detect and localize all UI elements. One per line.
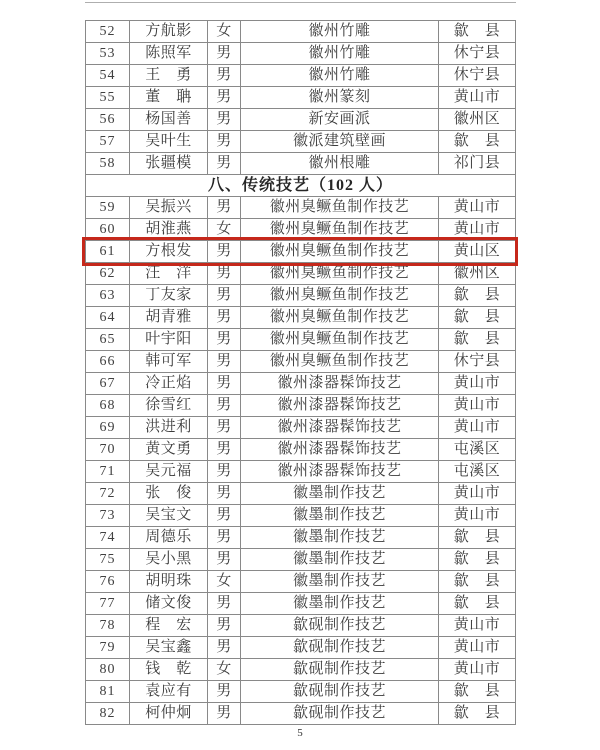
table-row — [86, 109, 516, 131]
cell-name: 黄文勇 — [130, 439, 208, 461]
cell-craft: 徽州臭鳜鱼制作技艺 — [241, 241, 439, 263]
cell-gender: 女 — [208, 659, 241, 681]
cell-no: 65 — [86, 329, 130, 351]
cell-craft: 歙砚制作技艺 — [241, 659, 439, 681]
cell-name: 胡淮燕 — [130, 219, 208, 241]
cell-name: 叶宇阳 — [130, 329, 208, 351]
cell-place: 徽州区 — [439, 263, 516, 285]
cell-name: 吴宝文 — [130, 505, 208, 527]
cell-no: 64 — [86, 307, 130, 329]
cell-place: 歙 县 — [439, 549, 516, 571]
table-row — [86, 43, 516, 65]
cell-gender: 男 — [208, 131, 241, 153]
cell-craft: 徽州漆器髹饰技艺 — [241, 461, 439, 483]
cell-craft: 徽州竹雕 — [241, 65, 439, 87]
cell-gender: 女 — [208, 571, 241, 593]
cell-place: 祁门县 — [439, 153, 516, 175]
cell-gender: 男 — [208, 153, 241, 175]
table-row — [86, 131, 516, 153]
table-row — [86, 65, 516, 87]
section-header-label: 八、传统技艺（102 人） — [86, 175, 516, 197]
table-row — [86, 329, 516, 351]
cell-name: 冷正焰 — [130, 373, 208, 395]
cell-place: 休宁县 — [439, 43, 516, 65]
cell-no: 71 — [86, 461, 130, 483]
cell-place: 黄山市 — [439, 373, 516, 395]
cell-no: 56 — [86, 109, 130, 131]
cell-craft: 徽州臭鳜鱼制作技艺 — [241, 307, 439, 329]
cell-gender: 男 — [208, 285, 241, 307]
section-header-row — [86, 175, 516, 197]
cell-place: 黄山市 — [439, 637, 516, 659]
cell-place: 黄山市 — [439, 615, 516, 637]
cell-gender: 男 — [208, 329, 241, 351]
cell-craft: 徽墨制作技艺 — [241, 527, 439, 549]
cell-place: 屯溪区 — [439, 439, 516, 461]
cell-place: 歙 县 — [439, 681, 516, 703]
cell-name: 汪 洋 — [130, 263, 208, 285]
cell-craft: 徽州竹雕 — [241, 21, 439, 43]
table-row — [86, 417, 516, 439]
cell-gender: 男 — [208, 461, 241, 483]
cell-place: 歙 县 — [439, 703, 516, 725]
table-row — [86, 637, 516, 659]
cell-craft: 徽州臭鳜鱼制作技艺 — [241, 351, 439, 373]
cell-craft: 歙砚制作技艺 — [241, 681, 439, 703]
cell-name: 方根发 — [130, 241, 208, 263]
table-row — [86, 197, 516, 219]
page-number: 5 — [297, 727, 303, 739]
cell-craft: 徽州漆器髹饰技艺 — [241, 439, 439, 461]
cell-name: 吴振兴 — [130, 197, 208, 219]
cell-place: 歙 县 — [439, 571, 516, 593]
cell-gender: 男 — [208, 263, 241, 285]
cell-place: 黄山市 — [439, 395, 516, 417]
cell-name: 吴叶生 — [130, 131, 208, 153]
cell-no: 73 — [86, 505, 130, 527]
cell-no: 79 — [86, 637, 130, 659]
cell-no: 55 — [86, 87, 130, 109]
cell-gender: 男 — [208, 439, 241, 461]
cell-no: 70 — [86, 439, 130, 461]
cell-craft: 徽墨制作技艺 — [241, 505, 439, 527]
table-row — [86, 505, 516, 527]
cell-name: 袁应有 — [130, 681, 208, 703]
cell-gender: 男 — [208, 351, 241, 373]
cell-no: 67 — [86, 373, 130, 395]
cell-craft: 徽墨制作技艺 — [241, 483, 439, 505]
cell-no: 66 — [86, 351, 130, 373]
cell-craft: 徽州臭鳜鱼制作技艺 — [241, 219, 439, 241]
table-row — [86, 483, 516, 505]
cell-place: 黄山市 — [439, 659, 516, 681]
table-row — [86, 21, 516, 43]
table-row — [86, 571, 516, 593]
cell-no: 54 — [86, 65, 130, 87]
table-row — [86, 351, 516, 373]
cell-name: 杨国善 — [130, 109, 208, 131]
cell-place: 歙 县 — [439, 329, 516, 351]
cell-place: 屯溪区 — [439, 461, 516, 483]
cell-no: 77 — [86, 593, 130, 615]
cell-name: 柯仲炯 — [130, 703, 208, 725]
cell-craft: 徽州漆器髹饰技艺 — [241, 373, 439, 395]
cell-place: 黄山市 — [439, 417, 516, 439]
cell-gender: 男 — [208, 637, 241, 659]
cell-name: 方航影 — [130, 21, 208, 43]
table-row — [86, 703, 516, 725]
cell-gender: 男 — [208, 703, 241, 725]
cell-no: 72 — [86, 483, 130, 505]
cell-no: 61 — [86, 241, 130, 263]
cell-gender: 男 — [208, 505, 241, 527]
cell-gender: 男 — [208, 593, 241, 615]
cell-name: 吴元福 — [130, 461, 208, 483]
cell-name: 丁友家 — [130, 285, 208, 307]
cell-place: 歙 县 — [439, 131, 516, 153]
cell-no: 76 — [86, 571, 130, 593]
cell-craft: 徽州漆器髹饰技艺 — [241, 417, 439, 439]
table-row — [86, 153, 516, 175]
cell-name: 韩可军 — [130, 351, 208, 373]
cell-place: 休宁县 — [439, 65, 516, 87]
cell-name: 王 勇 — [130, 65, 208, 87]
cell-no: 59 — [86, 197, 130, 219]
cell-name: 程 宏 — [130, 615, 208, 637]
cell-name: 张疆模 — [130, 153, 208, 175]
table-row — [86, 681, 516, 703]
cell-no: 74 — [86, 527, 130, 549]
cell-name: 钱 乾 — [130, 659, 208, 681]
table-row — [86, 285, 516, 307]
cell-no: 82 — [86, 703, 130, 725]
cell-name: 陈照军 — [130, 43, 208, 65]
cell-no: 75 — [86, 549, 130, 571]
cell-gender: 男 — [208, 483, 241, 505]
cell-craft: 徽州臭鳜鱼制作技艺 — [241, 263, 439, 285]
cell-no: 58 — [86, 153, 130, 175]
table-row — [86, 549, 516, 571]
cell-gender: 男 — [208, 527, 241, 549]
table-row — [86, 241, 516, 263]
cell-gender: 女 — [208, 21, 241, 43]
cell-craft: 徽州篆刻 — [241, 87, 439, 109]
cell-name: 储文俊 — [130, 593, 208, 615]
cell-craft: 徽州臭鳜鱼制作技艺 — [241, 285, 439, 307]
cell-place: 休宁县 — [439, 351, 516, 373]
cell-craft: 徽州根雕 — [241, 153, 439, 175]
table-row — [86, 615, 516, 637]
cell-craft: 新安画派 — [241, 109, 439, 131]
cell-craft: 徽墨制作技艺 — [241, 549, 439, 571]
cell-no: 62 — [86, 263, 130, 285]
cell-name: 洪进利 — [130, 417, 208, 439]
cell-place: 歙 县 — [439, 593, 516, 615]
cell-craft: 徽州竹雕 — [241, 43, 439, 65]
cell-craft: 徽墨制作技艺 — [241, 593, 439, 615]
cell-gender: 男 — [208, 65, 241, 87]
cell-name: 胡明珠 — [130, 571, 208, 593]
cell-craft: 徽州臭鳜鱼制作技艺 — [241, 197, 439, 219]
table-row — [86, 307, 516, 329]
cell-place: 歙 县 — [439, 21, 516, 43]
cell-place: 黄山市 — [439, 219, 516, 241]
cell-name: 胡青雅 — [130, 307, 208, 329]
cell-no: 80 — [86, 659, 130, 681]
table-row — [86, 439, 516, 461]
cell-name: 周德乐 — [130, 527, 208, 549]
table-row — [86, 373, 516, 395]
inheritors-table — [85, 20, 516, 725]
cell-no: 63 — [86, 285, 130, 307]
cell-craft: 徽州臭鳜鱼制作技艺 — [241, 329, 439, 351]
cell-gender: 男 — [208, 307, 241, 329]
cell-gender: 男 — [208, 395, 241, 417]
cell-no: 52 — [86, 21, 130, 43]
cell-no: 78 — [86, 615, 130, 637]
cell-place: 黄山市 — [439, 483, 516, 505]
cell-place: 歙 县 — [439, 307, 516, 329]
cell-craft: 徽墨制作技艺 — [241, 571, 439, 593]
cell-gender: 男 — [208, 87, 241, 109]
cell-gender: 男 — [208, 43, 241, 65]
cell-place: 歙 县 — [439, 285, 516, 307]
cell-craft: 徽派建筑壁画 — [241, 131, 439, 153]
cell-no: 81 — [86, 681, 130, 703]
cell-gender: 男 — [208, 241, 241, 263]
table-cutoff-border — [85, 2, 516, 3]
cell-place: 黄山市 — [439, 505, 516, 527]
cell-craft: 徽州漆器髹饰技艺 — [241, 395, 439, 417]
cell-name: 徐雪红 — [130, 395, 208, 417]
cell-no: 68 — [86, 395, 130, 417]
cell-no: 57 — [86, 131, 130, 153]
cell-gender: 男 — [208, 549, 241, 571]
cell-gender: 男 — [208, 615, 241, 637]
cell-craft: 歙砚制作技艺 — [241, 615, 439, 637]
cell-craft: 歙砚制作技艺 — [241, 637, 439, 659]
cell-name: 张 俊 — [130, 483, 208, 505]
cell-no: 69 — [86, 417, 130, 439]
table-row — [86, 527, 516, 549]
cell-name: 董 聃 — [130, 87, 208, 109]
cell-place: 黄山区 — [439, 241, 516, 263]
cell-gender: 男 — [208, 109, 241, 131]
cell-name: 吴宝鑫 — [130, 637, 208, 659]
cell-place: 歙 县 — [439, 527, 516, 549]
table-row — [86, 87, 516, 109]
cell-gender: 男 — [208, 373, 241, 395]
cell-gender: 女 — [208, 219, 241, 241]
table-row — [86, 593, 516, 615]
cell-place: 黄山市 — [439, 87, 516, 109]
cell-gender: 男 — [208, 417, 241, 439]
table-row — [86, 659, 516, 681]
table-row — [86, 263, 516, 285]
cell-place: 黄山市 — [439, 197, 516, 219]
cell-craft: 歙砚制作技艺 — [241, 703, 439, 725]
table-row — [86, 461, 516, 483]
cell-no: 53 — [86, 43, 130, 65]
cell-gender: 男 — [208, 681, 241, 703]
cell-gender: 男 — [208, 197, 241, 219]
cell-place: 徽州区 — [439, 109, 516, 131]
cell-name: 吴小黑 — [130, 549, 208, 571]
cell-no: 60 — [86, 219, 130, 241]
table-wrap — [85, 20, 516, 725]
table-row — [86, 219, 516, 241]
table-row — [86, 395, 516, 417]
